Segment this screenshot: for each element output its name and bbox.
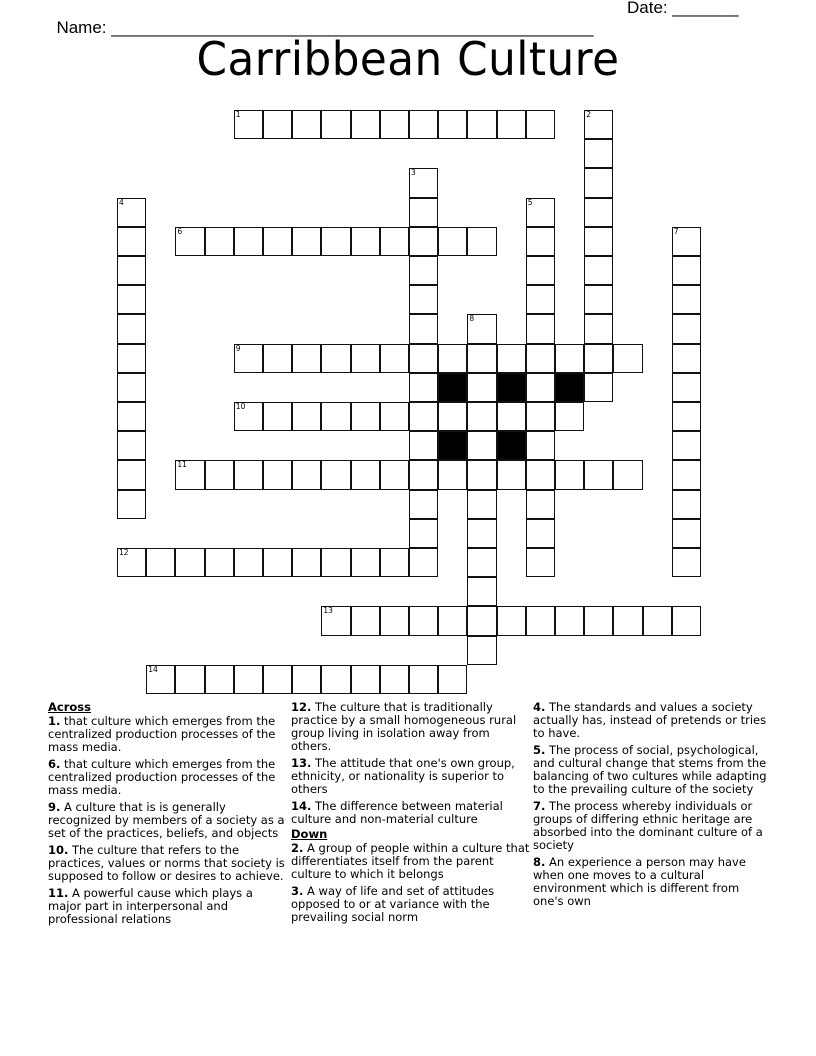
grid-cell[interactable]: [263, 460, 292, 489]
grid-cell[interactable]: [438, 110, 467, 139]
clue-text: The culture that refers to the practices, values or norms that society is supposed to follow or desires to achieve.: [48, 843, 285, 883]
grid-cell[interactable]: [263, 344, 292, 373]
grid-cell[interactable]: [351, 110, 380, 139]
grid-cell[interactable]: [409, 519, 438, 548]
date-field-label[interactable]: Date: _______: [627, 0, 739, 17]
grid-cell[interactable]: [175, 548, 204, 577]
clue-number: 7.: [533, 799, 546, 813]
grid-cell[interactable]: [380, 227, 409, 256]
grid-cell[interactable]: [497, 606, 526, 635]
clues-column-3: [533, 701, 769, 912]
grid-cell[interactable]: [117, 402, 146, 431]
blocked-cell: [438, 373, 467, 402]
grid-cell[interactable]: [263, 402, 292, 431]
grid-cell[interactable]: [409, 665, 438, 694]
grid-cell[interactable]: [438, 227, 467, 256]
clue-text: that culture which emerges from the centralized production processes of the mass media.: [48, 714, 276, 754]
clue-across-12: [291, 701, 531, 753]
grid-cell[interactable]: [438, 606, 467, 635]
grid-cell[interactable]: [321, 606, 350, 635]
grid-cell[interactable]: [205, 460, 234, 489]
grid-cell[interactable]: [584, 606, 613, 635]
grid-cell[interactable]: [117, 227, 146, 256]
grid-cell[interactable]: [117, 256, 146, 285]
grid-cell[interactable]: [467, 490, 496, 519]
blocked-cell: [497, 373, 526, 402]
clue-across-6: [48, 758, 288, 797]
clue-number-label: 14: [148, 664, 158, 674]
grid-cell[interactable]: [438, 665, 467, 694]
grid-cell[interactable]: [380, 402, 409, 431]
grid-cell[interactable]: [409, 431, 438, 460]
grid-cell[interactable]: [672, 519, 701, 548]
clue-text: A culture that is is generally recognized by members of a society as a set of the practices, beliefs, and objects: [48, 800, 285, 840]
grid-cell[interactable]: [584, 344, 613, 373]
grid-cell[interactable]: [117, 373, 146, 402]
grid-cell[interactable]: [672, 314, 701, 343]
grid-cell[interactable]: [321, 402, 350, 431]
grid-cell[interactable]: [409, 256, 438, 285]
grid-cell[interactable]: [321, 548, 350, 577]
grid-cell[interactable]: [175, 665, 204, 694]
clue-number: 10.: [48, 843, 69, 857]
grid-cell[interactable]: [467, 110, 496, 139]
grid-cell[interactable]: [672, 256, 701, 285]
clue-text: A group of people within a culture that differentiates itself from the parent culture to which it belongs: [291, 841, 530, 881]
blocked-cell: [555, 373, 584, 402]
grid-cell[interactable]: [555, 460, 584, 489]
clue-text: A powerful cause which plays a major part in interpersonal and professional relations: [48, 886, 253, 926]
crossword-grid: [117, 110, 717, 710]
clue-text: The difference between material culture and non-material culture: [291, 799, 503, 826]
clue-number: 1.: [48, 714, 61, 728]
grid-cell[interactable]: [351, 227, 380, 256]
grid-cell[interactable]: [321, 665, 350, 694]
grid-cell[interactable]: [467, 227, 496, 256]
clue-number-label: 1: [235, 110, 241, 119]
grid-cell[interactable]: [409, 285, 438, 314]
grid-cell[interactable]: [380, 344, 409, 373]
clue-number-label: 13: [323, 606, 333, 616]
grid-cell[interactable]: [672, 227, 701, 256]
grid-cell[interactable]: [672, 373, 701, 402]
grid-cell[interactable]: [234, 110, 263, 139]
grid-cell[interactable]: [117, 460, 146, 489]
clue-across-14: [291, 800, 531, 826]
grid-cell[interactable]: [234, 402, 263, 431]
grid-cell[interactable]: [351, 548, 380, 577]
grid-cell[interactable]: [409, 460, 438, 489]
grid-cell[interactable]: [584, 198, 613, 227]
clue-down-7: [533, 800, 769, 852]
grid-cell[interactable]: [555, 402, 584, 431]
grid-cell[interactable]: [467, 460, 496, 489]
grid-cell[interactable]: [380, 665, 409, 694]
grid-cell[interactable]: [409, 490, 438, 519]
grid-cell[interactable]: [497, 110, 526, 139]
clue-down-4: [533, 701, 769, 740]
grid-cell[interactable]: [351, 665, 380, 694]
grid-cell[interactable]: [672, 285, 701, 314]
grid-cell[interactable]: [584, 460, 613, 489]
grid-cell[interactable]: [467, 606, 496, 635]
clue-text: The process of social, psychological, and cultural change that stems from the balancing of two cultures while adapting to the prevailing culture of the society: [533, 743, 767, 796]
grid-cell[interactable]: [234, 548, 263, 577]
grid-cell[interactable]: [263, 548, 292, 577]
grid-cell[interactable]: [117, 285, 146, 314]
grid-cell[interactable]: [321, 344, 350, 373]
clue-number: 12.: [291, 700, 312, 714]
grid-cell[interactable]: [117, 198, 146, 227]
grid-cell[interactable]: [234, 344, 263, 373]
grid-cell[interactable]: [263, 110, 292, 139]
grid-cell[interactable]: [497, 460, 526, 489]
grid-cell[interactable]: [467, 577, 496, 606]
across-heading: Across: [48, 700, 91, 714]
grid-cell[interactable]: [409, 227, 438, 256]
clue-across-10: [48, 844, 288, 883]
grid-cell[interactable]: [409, 344, 438, 373]
grid-cell[interactable]: [117, 490, 146, 519]
grid-cell[interactable]: [467, 344, 496, 373]
grid-cell[interactable]: [438, 460, 467, 489]
grid-cell[interactable]: [438, 402, 467, 431]
grid-cell[interactable]: [409, 373, 438, 402]
grid-cell[interactable]: [380, 548, 409, 577]
grid-cell[interactable]: [584, 139, 613, 168]
grid-cell[interactable]: [526, 285, 555, 314]
clue-number-label: 5: [527, 197, 533, 207]
grid-cell[interactable]: [497, 344, 526, 373]
clue-number-label: 10: [235, 402, 246, 411]
grid-cell[interactable]: [613, 344, 642, 373]
grid-cell[interactable]: [672, 606, 701, 635]
clue-text: The culture that is traditionally practice by a small homogeneous rural group living in isolation away from others.: [291, 700, 517, 753]
clue-number-label: 11: [177, 460, 187, 470]
clue-text: The process whereby individuals or groups of differing ethnic heritage are absorbed into the dominant culture of a society: [533, 799, 763, 852]
grid-cell[interactable]: [321, 110, 350, 139]
clues-column-1: [48, 701, 288, 930]
grid-cell[interactable]: [555, 344, 584, 373]
grid-cell[interactable]: [292, 227, 321, 256]
grid-cell[interactable]: [438, 344, 467, 373]
blocked-cell: [497, 431, 526, 460]
grid-cell[interactable]: [117, 431, 146, 460]
grid-cell[interactable]: [526, 402, 555, 431]
grid-cell[interactable]: [409, 110, 438, 139]
grid-cell[interactable]: [409, 402, 438, 431]
grid-cell[interactable]: [672, 490, 701, 519]
clue-number: 6.: [48, 757, 61, 771]
grid-cell[interactable]: [292, 548, 321, 577]
grid-cell[interactable]: [467, 548, 496, 577]
grid-cell[interactable]: [526, 460, 555, 489]
grid-cell[interactable]: [175, 460, 204, 489]
grid-cell[interactable]: [526, 110, 555, 139]
grid-cell[interactable]: [467, 402, 496, 431]
grid-cell[interactable]: [292, 460, 321, 489]
grid-cell[interactable]: [292, 402, 321, 431]
clue-text: An experience a person may have when one moves to a cultural environment which is different from one's own: [533, 855, 746, 908]
grid-cell[interactable]: [526, 519, 555, 548]
grid-cell[interactable]: [117, 548, 146, 577]
name-field-label[interactable]: Name: ___________________________________________________: [56, 18, 594, 37]
clue-number-label: 4: [119, 197, 124, 207]
grid-cell[interactable]: [526, 344, 555, 373]
grid-cell[interactable]: [321, 460, 350, 489]
clue-number-label: 6: [177, 226, 183, 236]
grid-cell[interactable]: [351, 344, 380, 373]
clue-number-label: 9: [235, 343, 241, 353]
grid-cell[interactable]: [175, 227, 204, 256]
clue-number: 9.: [48, 800, 61, 814]
clue-number-label: 2: [586, 110, 591, 119]
grid-cell[interactable]: [146, 665, 175, 694]
grid-cell[interactable]: [380, 110, 409, 139]
grid-cell[interactable]: [409, 314, 438, 343]
down-heading: Down: [291, 827, 328, 841]
clue-number: 4.: [533, 700, 546, 714]
grid-cell[interactable]: [526, 227, 555, 256]
clue-number-label: 12: [119, 548, 129, 557]
grid-cell[interactable]: [555, 606, 584, 635]
grid-cell[interactable]: [526, 431, 555, 460]
grid-cell[interactable]: [672, 548, 701, 577]
grid-cell[interactable]: [526, 198, 555, 227]
grid-cell[interactable]: [117, 344, 146, 373]
clue-down-3: [291, 885, 531, 924]
blocked-cell: [438, 431, 467, 460]
clue-number: 8.: [533, 855, 546, 869]
grid-cell[interactable]: [672, 402, 701, 431]
grid-cell[interactable]: [584, 285, 613, 314]
clue-across-1: [48, 715, 288, 754]
grid-cell[interactable]: [584, 373, 613, 402]
grid-cell[interactable]: [263, 227, 292, 256]
clue-text: The attitude that one's own group, ethnicity, or nationality is superior to others: [291, 756, 515, 796]
grid-cell[interactable]: [117, 314, 146, 343]
clue-number: 3.: [291, 884, 304, 898]
clue-text: that culture which emerges from the centralized production processes of the mass media.: [48, 757, 276, 797]
grid-cell[interactable]: [467, 431, 496, 460]
grid-cell[interactable]: [613, 460, 642, 489]
grid-cell[interactable]: [467, 519, 496, 548]
grid-cell[interactable]: [526, 373, 555, 402]
grid-cell[interactable]: [234, 460, 263, 489]
grid-cell[interactable]: [526, 490, 555, 519]
clue-across-11: [48, 887, 288, 926]
grid-cell[interactable]: [234, 227, 263, 256]
grid-cell[interactable]: [672, 431, 701, 460]
clue-number-label: 7: [673, 226, 679, 236]
grid-cell[interactable]: [584, 110, 613, 139]
grid-cell[interactable]: [380, 460, 409, 489]
clue-number-label: 8: [469, 314, 475, 324]
grid-cell[interactable]: [467, 636, 496, 665]
grid-cell[interactable]: [526, 256, 555, 285]
puzzle-title: Carribbean Culture: [196, 32, 620, 86]
clue-text: A way of life and set of attitudes opposed to or at variance with the prevailing social norm: [291, 884, 495, 924]
clue-number: 11.: [48, 886, 69, 900]
clue-number-label: 3: [411, 168, 416, 178]
grid-cell[interactable]: [409, 168, 438, 197]
grid-cell[interactable]: [526, 548, 555, 577]
grid-cell[interactable]: [351, 402, 380, 431]
grid-cell[interactable]: [205, 548, 234, 577]
grid-cell[interactable]: [584, 314, 613, 343]
grid-cell[interactable]: [351, 460, 380, 489]
grid-cell[interactable]: [467, 373, 496, 402]
clue-across-9: [48, 801, 288, 840]
grid-cell[interactable]: [584, 256, 613, 285]
clue-down-2: [291, 842, 531, 881]
grid-cell[interactable]: [584, 227, 613, 256]
grid-cell[interactable]: [497, 402, 526, 431]
grid-cell[interactable]: [613, 606, 642, 635]
grid-cell[interactable]: [292, 665, 321, 694]
grid-cell[interactable]: [292, 344, 321, 373]
grid-cell[interactable]: [380, 606, 409, 635]
grid-cell[interactable]: [321, 227, 350, 256]
grid-cell[interactable]: [526, 314, 555, 343]
clue-number: 2.: [291, 841, 304, 855]
grid-cell[interactable]: [409, 548, 438, 577]
grid-cell[interactable]: [409, 198, 438, 227]
grid-cell[interactable]: [205, 665, 234, 694]
grid-cell[interactable]: [672, 460, 701, 489]
clue-text: The standards and values a society actually has, instead of pretends or tries to have.: [533, 700, 767, 740]
grid-cell[interactable]: [643, 606, 672, 635]
grid-cell[interactable]: [526, 606, 555, 635]
grid-cell[interactable]: [467, 314, 496, 343]
clue-down-8: [533, 856, 769, 908]
grid-cell[interactable]: [234, 665, 263, 694]
grid-cell[interactable]: [146, 548, 175, 577]
clue-down-5: [533, 744, 769, 796]
clues-column-2: [291, 701, 531, 928]
grid-cell[interactable]: [409, 606, 438, 635]
grid-cell[interactable]: [351, 606, 380, 635]
grid-cell[interactable]: [584, 168, 613, 197]
clue-number: 5.: [533, 743, 546, 757]
grid-cell[interactable]: [205, 227, 234, 256]
grid-cell[interactable]: [292, 110, 321, 139]
clue-number: 13.: [291, 756, 312, 770]
clue-number: 14.: [291, 799, 312, 813]
grid-cell[interactable]: [672, 344, 701, 373]
clue-across-13: [291, 757, 531, 796]
grid-cell[interactable]: [263, 665, 292, 694]
